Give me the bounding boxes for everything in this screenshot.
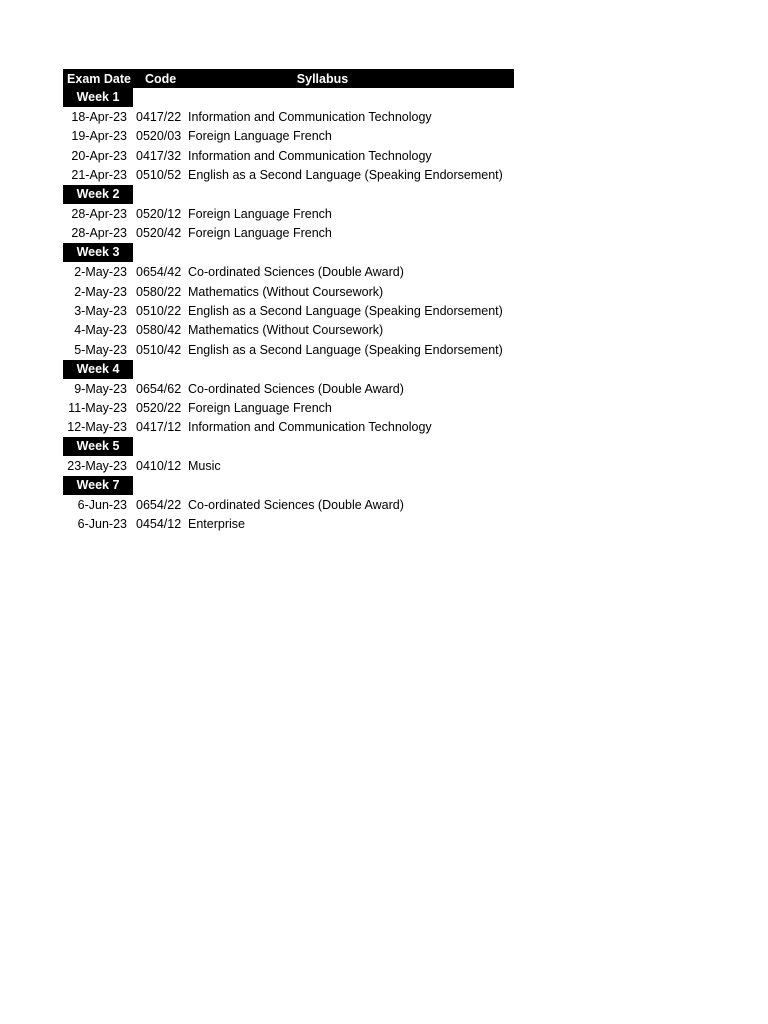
- week-header: [63, 359, 514, 378]
- syllabus-cell: Mathematics (Without Coursework): [188, 323, 384, 338]
- code-cell: 0520/22: [136, 400, 182, 415]
- syllabus-cell: Co-ordinated Sciences (Double Award): [188, 497, 404, 512]
- week-label: Week 1: [63, 88, 133, 107]
- syllabus-cell: English as a Second Language (Speaking Endorsement): [188, 342, 503, 357]
- table-row: [63, 321, 514, 340]
- exam-date-cell: 2-May-23: [74, 265, 127, 280]
- table-body: [63, 88, 514, 534]
- week-header: [63, 437, 514, 456]
- exam-date-cell: 2-May-23: [74, 284, 127, 299]
- code-cell: 0510/42: [136, 342, 182, 357]
- table-row: [63, 495, 514, 514]
- exam-date-cell: 6-Jun-23: [77, 497, 127, 512]
- table-row: [63, 398, 514, 417]
- table-row: [63, 515, 514, 534]
- code-cell: 0510/22: [136, 303, 182, 318]
- exam-date-cell: 23-May-23: [67, 459, 127, 474]
- code-cell: 0654/62: [136, 381, 182, 396]
- week-header: [63, 243, 514, 262]
- week-label: Week 3: [63, 243, 133, 262]
- syllabus-cell: Enterprise: [188, 517, 245, 532]
- syllabus-cell: Information and Communication Technology: [188, 420, 432, 435]
- syllabus-cell: Co-ordinated Sciences (Double Award): [188, 381, 404, 396]
- table-row: [63, 301, 514, 320]
- table-row: [63, 146, 514, 165]
- exam-date-cell: 19-Apr-23: [71, 129, 127, 144]
- exam-date-cell: 20-Apr-23: [71, 148, 127, 163]
- header-code: Code: [145, 71, 177, 86]
- week-label: Week 7: [63, 476, 133, 495]
- week-header: [63, 476, 514, 495]
- week-label: Week 2: [63, 185, 133, 204]
- code-cell: 0520/42: [136, 226, 182, 241]
- code-cell: 0580/42: [136, 323, 182, 338]
- table-row: [63, 166, 514, 185]
- syllabus-cell: English as a Second Language (Speaking Endorsement): [188, 303, 503, 318]
- syllabus-cell: Mathematics (Without Coursework): [188, 284, 384, 299]
- code-cell: 0417/22: [136, 110, 182, 125]
- table-row: [63, 379, 514, 398]
- exam-date-cell: 11-May-23: [68, 400, 127, 415]
- exam-date-cell: 6-Jun-23: [77, 517, 127, 532]
- exam-date-cell: 28-Apr-23: [71, 226, 127, 241]
- week-header: [63, 88, 514, 107]
- exam-date-cell: 9-May-23: [74, 381, 127, 396]
- table-row: [63, 418, 514, 437]
- code-cell: 0654/42: [136, 265, 182, 280]
- code-cell: 0454/12: [136, 517, 182, 532]
- syllabus-cell: Information and Communication Technology: [188, 110, 432, 125]
- header-exam-date: Exam Date: [67, 71, 131, 86]
- week-label: Week 4: [63, 360, 133, 379]
- header-syllabus: Syllabus: [296, 71, 349, 86]
- table-row: [63, 204, 514, 223]
- exam-date-cell: 12-May-23: [67, 420, 127, 435]
- exam-date-cell: 28-Apr-23: [71, 207, 127, 222]
- table-row: [63, 340, 514, 359]
- exam-date-cell: 18-Apr-23: [71, 110, 127, 125]
- syllabus-cell: English as a Second Language (Speaking Endorsement): [188, 168, 503, 183]
- syllabus-cell: Information and Communication Technology: [188, 148, 432, 163]
- table-row: [63, 224, 514, 243]
- syllabus-cell: Foreign Language French: [188, 400, 332, 415]
- week-label: Week 5: [63, 437, 133, 456]
- syllabus-cell: Co-ordinated Sciences (Double Award): [188, 265, 404, 280]
- exam-date-cell: 3-May-23: [74, 303, 127, 318]
- code-cell: 0654/22: [136, 497, 182, 512]
- exam-timetable: [63, 69, 514, 534]
- code-cell: 0510/52: [136, 168, 182, 183]
- code-cell: 0417/12: [136, 420, 182, 435]
- table-header: [63, 69, 514, 88]
- week-header: [63, 185, 514, 204]
- table-row: [63, 107, 514, 126]
- exam-date-cell: 5-May-23: [74, 342, 127, 357]
- code-cell: 0520/12: [136, 207, 182, 222]
- syllabus-cell: Foreign Language French: [188, 226, 332, 241]
- code-cell: 0410/12: [136, 459, 182, 474]
- syllabus-cell: Foreign Language French: [188, 129, 332, 144]
- table-row: [63, 263, 514, 282]
- code-cell: 0417/32: [136, 148, 182, 163]
- table-row: [63, 456, 514, 475]
- syllabus-cell: Music: [188, 459, 221, 474]
- table-row: [63, 282, 514, 301]
- exam-date-cell: 4-May-23: [74, 323, 127, 338]
- exam-date-cell: 21-Apr-23: [71, 168, 127, 183]
- code-cell: 0520/03: [136, 129, 182, 144]
- code-cell: 0580/22: [136, 284, 182, 299]
- table-row: [63, 127, 514, 146]
- syllabus-cell: Foreign Language French: [188, 207, 332, 222]
